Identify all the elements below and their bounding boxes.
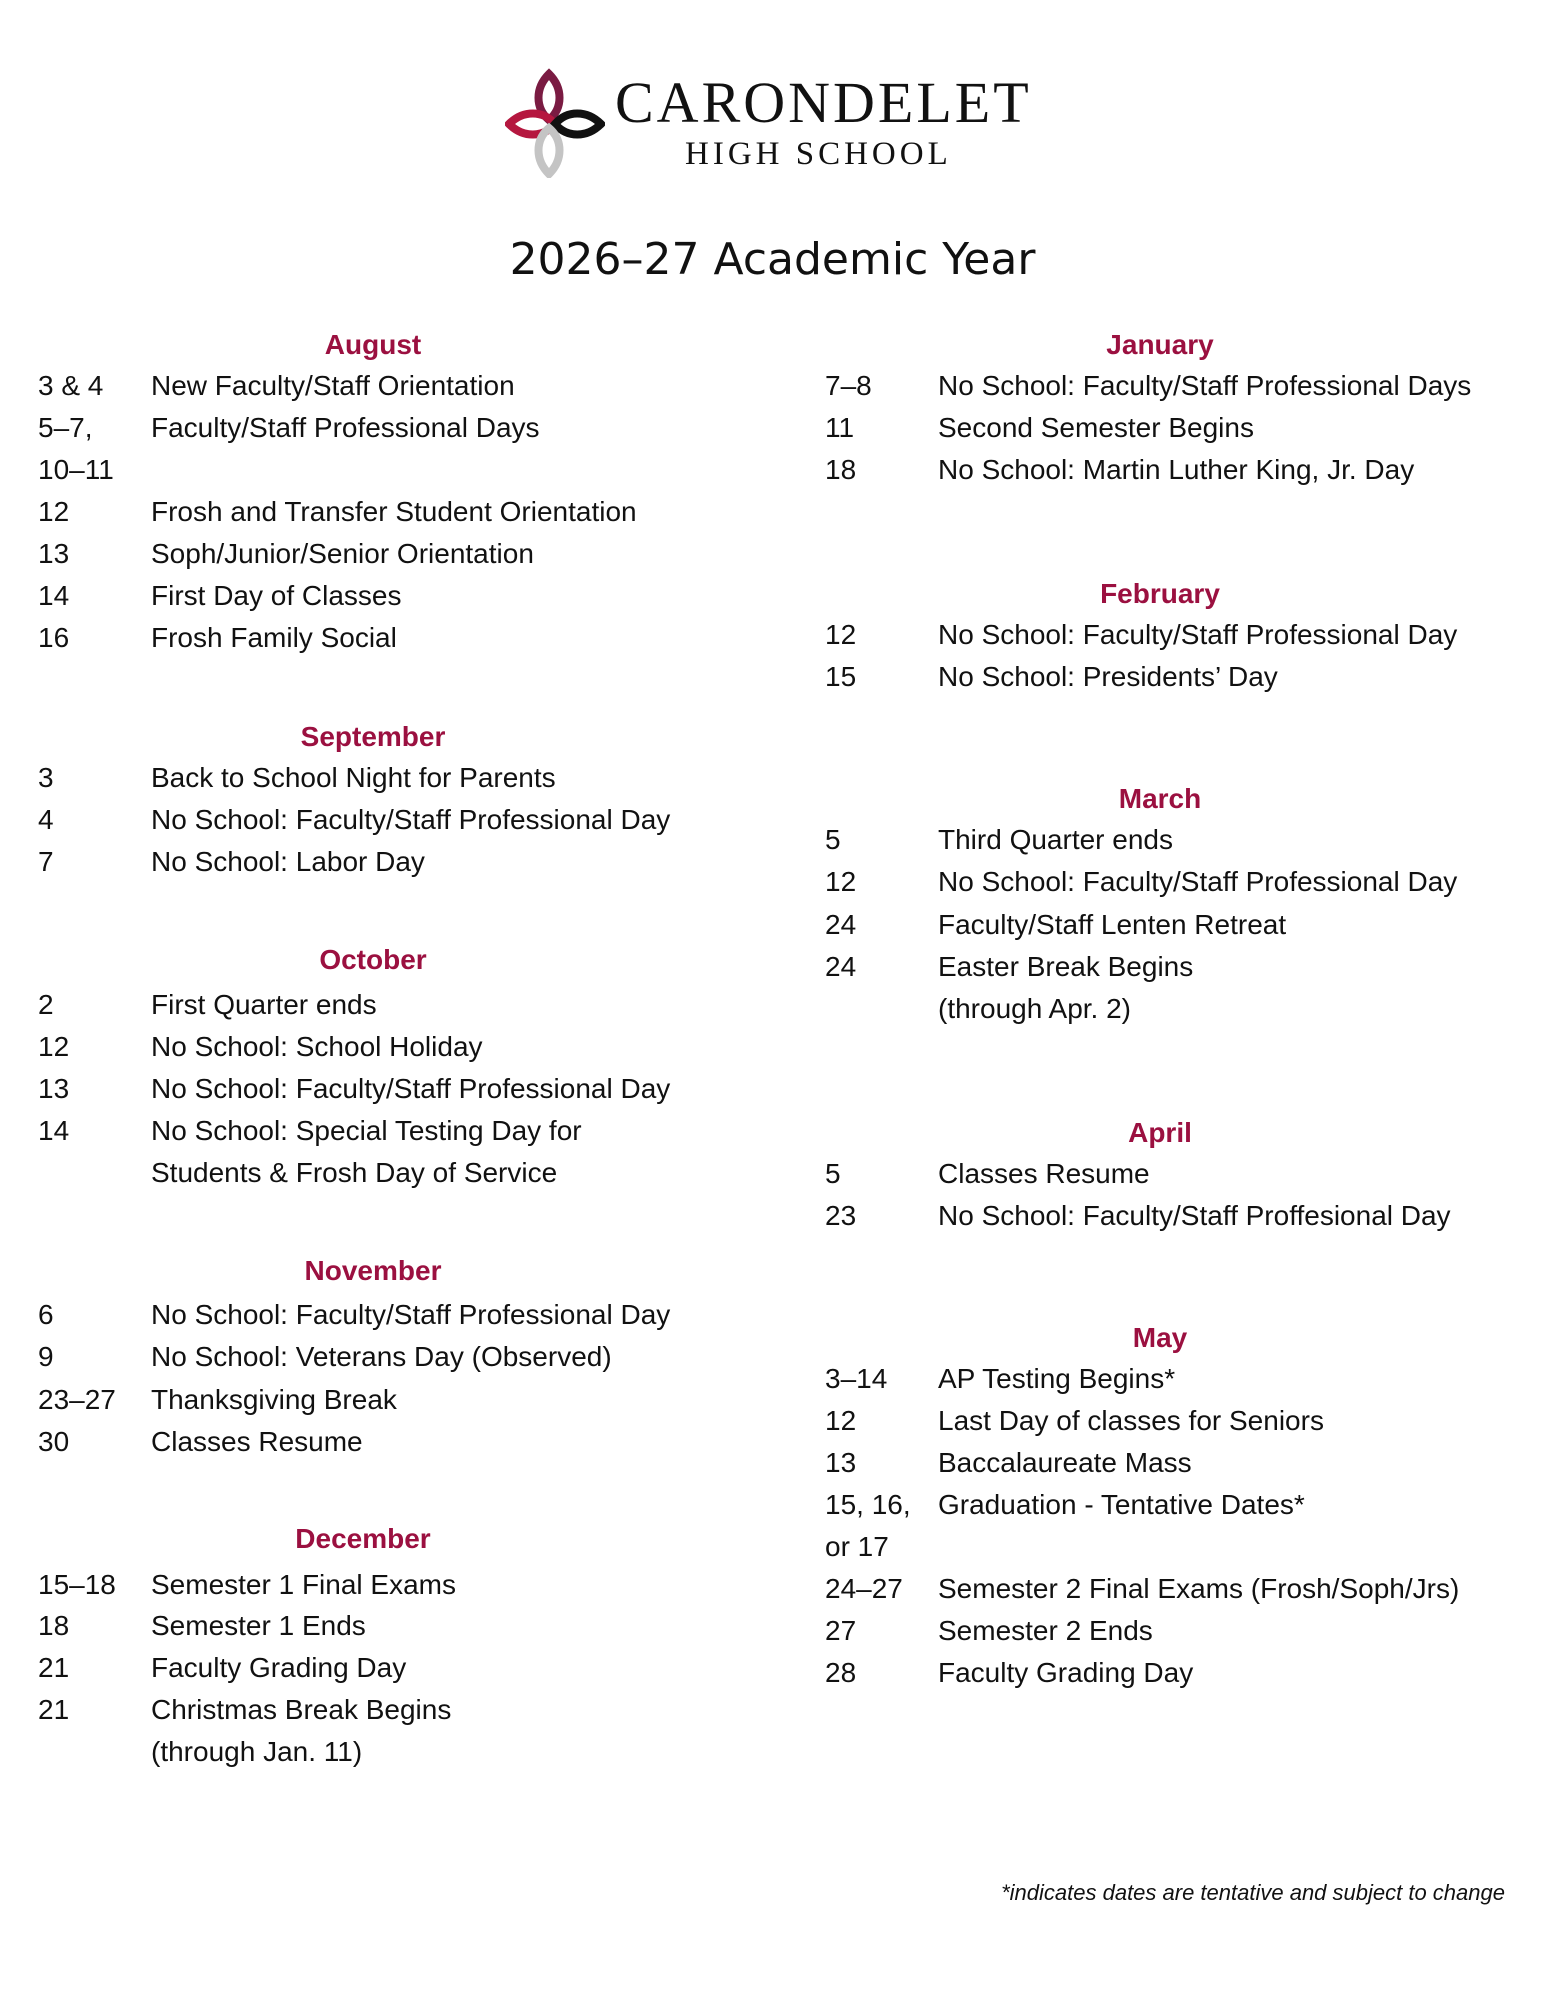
event-date-cont: 10–11 [38,454,114,485]
event-text: Classes Resume [938,1158,1150,1189]
event-text-cont: (through Apr. 2) [938,993,1132,1024]
event-date: 5 [825,824,841,855]
event-text: Baccalaureate Mass [938,1447,1192,1478]
month-heading-november: November [304,1255,442,1286]
month-heading-august: August [324,329,422,360]
month-heading-february: February [1100,578,1220,609]
event-date: 12 [38,496,70,527]
event-text: No School: Faculty/Staff Professional Day [938,619,1458,650]
event-date: 14 [38,1115,70,1146]
event-text: AP Testing Begins* [938,1363,1176,1394]
footnote: *indicates dates are tentative and subject to change [1001,1880,1505,1905]
month-heading-september: September [300,721,446,752]
event-text: No School: School Holiday [151,1031,483,1062]
school-logo [505,68,1045,178]
event-text: Frosh and Transfer Student Orientation [151,496,637,527]
page-title: 2026–27 Academic Year [509,234,1036,286]
month-heading-october: October [319,944,427,975]
event-text: No School: Faculty/Staff Professional Days [938,370,1472,401]
event-date: 30 [38,1426,70,1457]
event-text: Semester 1 Ends [151,1610,366,1641]
event-date: 27 [825,1615,857,1646]
event-date: 28 [825,1657,857,1688]
event-text-cont: (through Jan. 11) [151,1736,363,1767]
event-date: 9 [38,1341,54,1372]
event-text: Frosh Family Social [151,622,397,653]
event-text-cont: Students & Frosh Day of Service [151,1157,558,1188]
event-date: 15–18 [38,1569,116,1600]
event-date: 23–27 [38,1384,116,1415]
event-date: 18 [38,1610,70,1641]
event-text: Third Quarter ends [938,824,1173,855]
event-text: First Day of Classes [151,580,402,611]
month-heading-december: December [295,1523,431,1554]
event-text: Back to School Night for Parents [151,762,556,793]
event-text: Classes Resume [151,1426,363,1457]
month-heading-april: April [1128,1117,1192,1148]
event-date: 3 [38,762,54,793]
event-date: 21 [38,1694,70,1725]
event-date: 16 [38,622,70,653]
event-date: 21 [38,1652,70,1683]
month-heading-january: January [1106,329,1214,360]
event-date: 12 [825,1405,857,1436]
event-text: Christmas Break Begins [151,1694,452,1725]
event-date: 3–14 [825,1363,888,1394]
event-date: 23 [825,1200,857,1231]
event-text: Semester 1 Final Exams [151,1569,456,1600]
event-text: Faculty/Staff Lenten Retreat [938,909,1287,940]
event-text: No School: Labor Day [151,846,425,877]
event-text: New Faculty/Staff Orientation [151,370,515,401]
event-text: No School: Faculty/Staff Professional Day [938,866,1458,897]
event-text: Graduation - Tentative Dates* [938,1489,1305,1520]
event-date: 7 [38,846,54,877]
event-date: 15 [825,661,857,692]
event-date: 7–8 [825,370,872,401]
event-text: Easter Break Begins [938,951,1194,982]
event-date: 4 [38,804,54,835]
event-date: 13 [825,1447,857,1478]
event-date: 24 [825,951,857,982]
event-text: Faculty Grading Day [938,1657,1194,1688]
logo-subtitle: HIGH SCHOOL [685,136,952,172]
event-text: Second Semester Begins [938,412,1254,443]
event-date: 11 [825,412,855,443]
event-text: No School: Faculty/Staff Professional Day [151,1299,671,1330]
event-date: 5–7, [38,412,93,443]
event-text: Soph/Junior/Senior Orientation [151,538,534,569]
event-date: 5 [825,1158,841,1189]
event-text: Last Day of classes for Seniors [938,1405,1324,1436]
event-text: First Quarter ends [151,989,377,1020]
logo-wordmark: CARONDELET [615,70,1032,135]
event-text: No School: Faculty/Staff Proffesional Day [938,1200,1451,1231]
event-date-cont: or 17 [825,1531,889,1562]
event-text: Thanksgiving Break [151,1384,397,1415]
event-text: No School: Martin Luther King, Jr. Day [938,454,1415,485]
event-text: No School: Presidents’ Day [938,661,1278,692]
event-text: No School: Faculty/Staff Professional Day [151,1073,671,1104]
event-date: 18 [825,454,857,485]
event-date: 13 [38,538,70,569]
event-date: 13 [38,1073,70,1104]
month-heading-may: May [1132,1322,1188,1353]
event-text: Semester 2 Final Exams (Frosh/Soph/Jrs) [938,1573,1460,1604]
event-date: 14 [38,580,70,611]
event-text: Faculty Grading Day [151,1652,407,1683]
event-date: 3 & 4 [38,370,104,401]
event-text: No School: Veterans Day (Observed) [151,1341,612,1372]
event-date: 12 [825,619,857,650]
event-date: 24–27 [825,1573,903,1604]
event-date: 12 [38,1031,70,1062]
event-date: 12 [825,866,857,897]
event-date: 2 [38,989,54,1020]
event-text: No School: Faculty/Staff Professional Day [151,804,671,835]
month-heading-march: March [1118,783,1202,814]
event-date: 6 [38,1299,54,1330]
event-date: 15, 16, [825,1489,911,1520]
event-date: 24 [825,909,857,940]
event-text: Faculty/Staff Professional Days [151,412,540,443]
cross-logo-icon [505,68,605,178]
event-text: Semester 2 Ends [938,1615,1153,1646]
event-text: No School: Special Testing Day for [151,1115,582,1146]
